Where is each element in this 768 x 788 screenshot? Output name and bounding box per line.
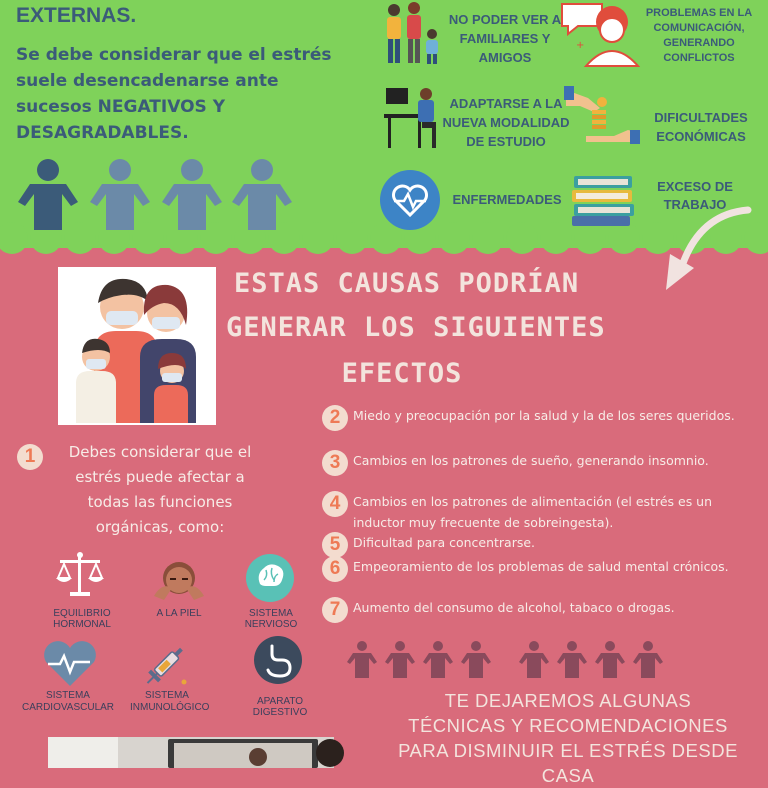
function-label-nervioso: SISTEMA NERVIOSO xyxy=(244,608,298,630)
stomach-icon xyxy=(254,636,302,684)
number-badge: 3 xyxy=(322,450,348,476)
person-icon xyxy=(594,640,626,678)
cause-enfermedades: ENFERMEDADES xyxy=(452,192,562,207)
person-icon xyxy=(88,158,152,230)
person-icon xyxy=(518,640,550,678)
cause-familiares: NO PODER VER A FAMILIARES Y AMIGOS xyxy=(448,12,562,65)
effect-text: Aumento del consumo de alcohol, tabaco o drogas. xyxy=(353,600,675,615)
person-icon xyxy=(460,640,492,678)
family-masks-illustration xyxy=(58,267,216,425)
scale-icon xyxy=(54,550,106,598)
person-icon xyxy=(556,640,588,678)
video-call-image xyxy=(48,737,334,768)
heart-monitor-icon xyxy=(380,170,440,230)
closing-text: TE DEJAREMOS ALGUNAS TÉCNICAS Y RECOMENDACIONES PARA DISMINUIR EL ESTRÉS DESDE CASA xyxy=(398,690,738,786)
person-icon xyxy=(384,640,416,678)
skin-face-icon xyxy=(148,556,210,600)
function-label-digestivo: APARATO DIGESTIVO xyxy=(252,696,308,718)
function-label-inmuno: SISTEMA INMUNOLÓGICO xyxy=(130,690,210,713)
person-icon xyxy=(16,158,80,230)
stress-paragraph: Se debe considerar que el estrés suele desencadenarse ante sucesos NEGATIVOS Y DESAGRADABLES. xyxy=(16,45,332,143)
person-icon xyxy=(422,640,454,678)
number-badge-1: 1 xyxy=(17,444,43,470)
study-desk-icon xyxy=(382,84,444,150)
point1-text: Debes considerar que el estrés puede afectar a todas las funciones orgánicas, como: xyxy=(68,443,252,536)
brain-icon xyxy=(246,554,294,602)
person-icon xyxy=(230,158,294,230)
number-badge: 4 xyxy=(322,491,348,517)
svg-text:+: + xyxy=(576,40,585,51)
person-icon xyxy=(346,640,378,678)
effect-text: Cambios en los patrones de sueño, generando insomnio. xyxy=(353,453,709,468)
effects-heading-line2: GENERAR LOS SIGUIENTES xyxy=(226,312,606,343)
number-badge: 2 xyxy=(322,405,348,431)
effects-heading-line1: ESTAS CAUSAS PODRÍAN xyxy=(234,268,580,299)
function-label-piel: A LA PIEL xyxy=(156,608,202,619)
cause-estudio: ADAPTARSE A LA NUEVA MODALIDAD DE ESTUDIO xyxy=(442,96,570,149)
money-hands-icon xyxy=(562,84,642,146)
scallop-border xyxy=(0,230,768,262)
heart-rate-icon xyxy=(42,642,98,688)
books-icon xyxy=(570,172,638,228)
family-masks-image xyxy=(58,267,216,425)
section-title: EXTERNAS. xyxy=(16,4,137,27)
number-badge: 5 xyxy=(322,532,348,558)
cause-economicas: DIFICULTADES ECONÓMICAS xyxy=(654,110,748,144)
curved-arrow-icon xyxy=(660,204,752,296)
person-icon xyxy=(160,158,224,230)
function-label-cardio: SISTEMA CARDIOVASCULAR xyxy=(21,690,115,713)
family-icon xyxy=(380,0,442,68)
person-icon xyxy=(632,640,664,678)
communication-icon xyxy=(556,0,642,68)
cause-comunicacion: PROBLEMAS EN LA COMUNICACIÓN, GENERANDO CONFLICTOS xyxy=(645,7,753,64)
effects-heading-line3: EFECTOS xyxy=(341,358,463,389)
effect-text: Miedo y preocupación por la salud y la de los seres queridos. xyxy=(353,408,735,423)
effect-text: Cambios en los patrones de alimentación (el estrés es un inductor muy frecuente de sobreingesta). xyxy=(353,494,713,530)
effect-text: Dificultad para concentrarse. xyxy=(353,535,536,550)
number-badge: 7 xyxy=(322,597,348,623)
syringe-icon xyxy=(146,640,190,688)
function-label-equilibrio: EQUILIBRIO HORMONAL xyxy=(53,608,111,630)
cause-trabajo: EXCESO DE TRABAJO xyxy=(657,179,733,212)
video-call-photo xyxy=(48,737,334,768)
number-badge: 6 xyxy=(322,556,348,582)
effect-text: Empeoramiento de los problemas de salud mental crónicos. xyxy=(353,559,729,574)
